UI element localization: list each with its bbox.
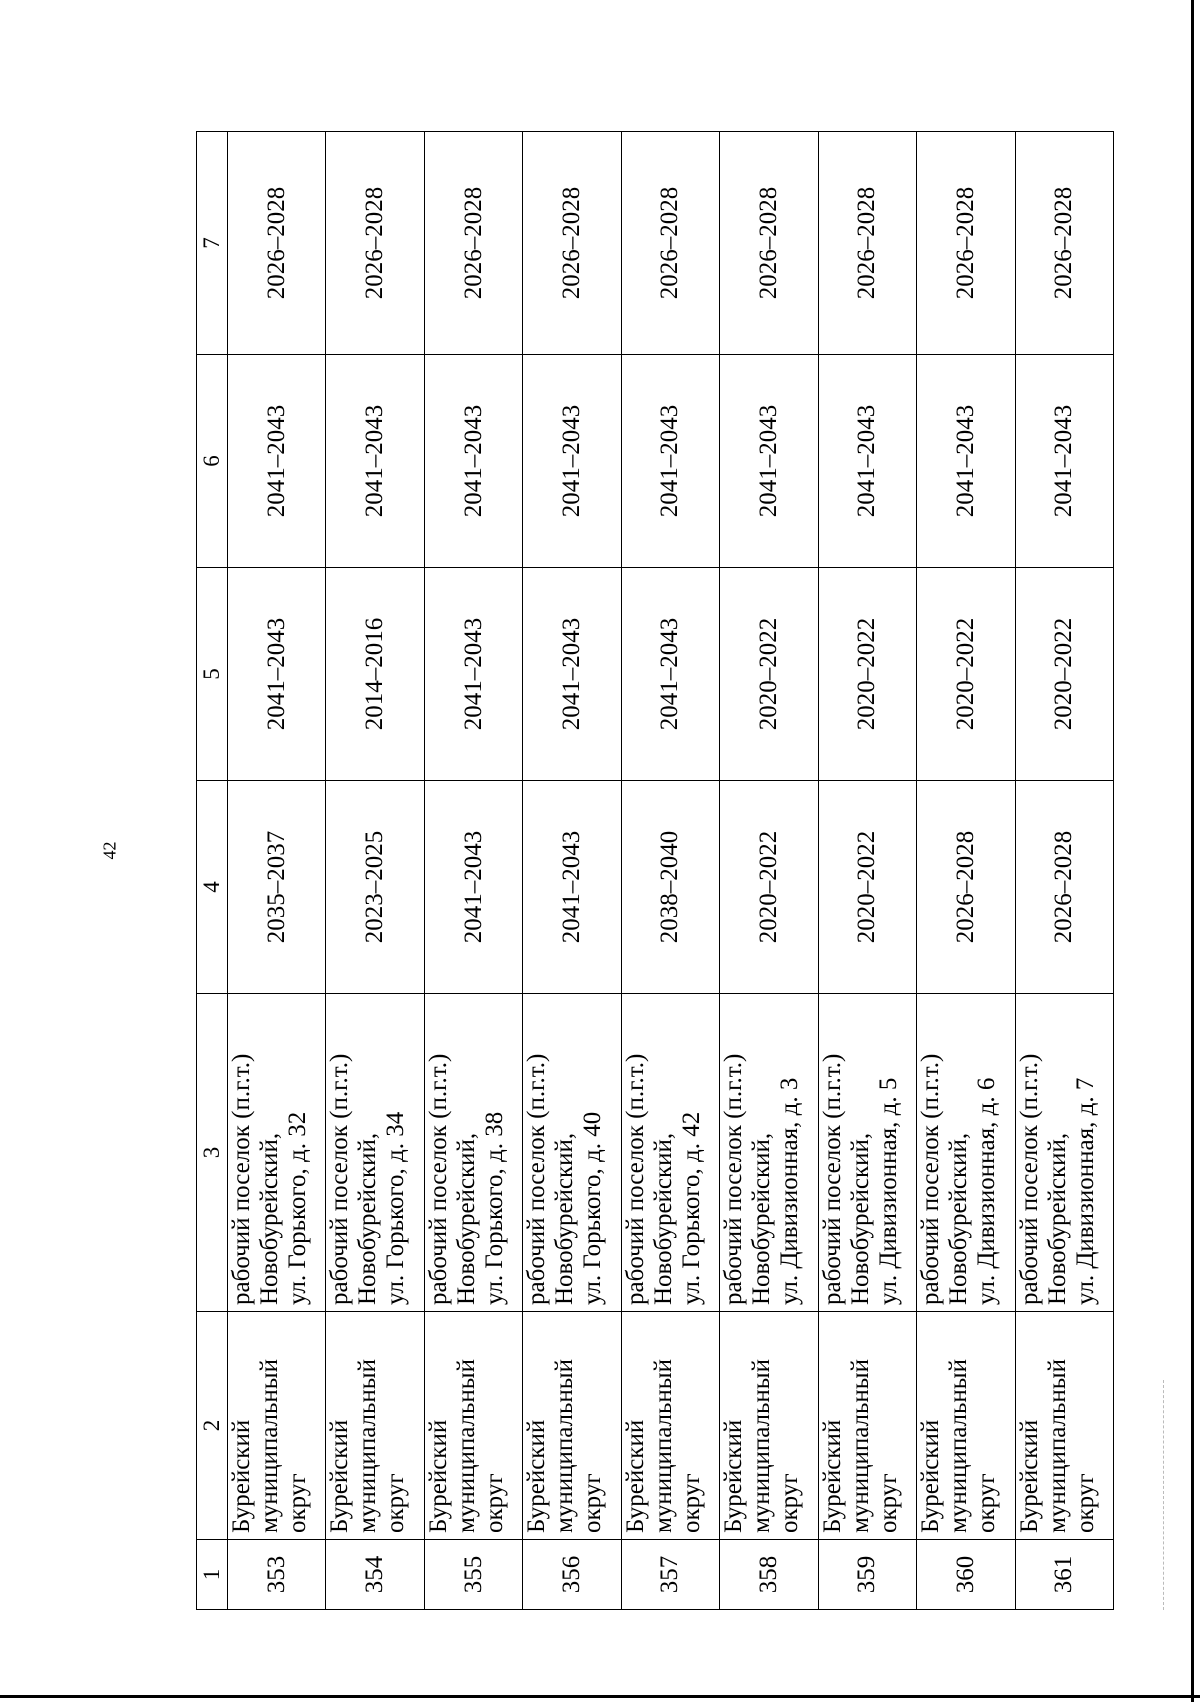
cell-address-line: ул. Горького, д. 40: [579, 1111, 607, 1305]
cell-period-7: 2026–2028: [424, 132, 522, 355]
table-row: [917, 132, 1015, 1610]
cell-address-line: рабочий поселок (п.г.т.): [326, 1053, 354, 1305]
cell-address: [326, 994, 424, 1312]
cell-period-5: 2020–2022: [818, 568, 916, 781]
cell-address-line: ул. Горького, д. 34: [382, 1111, 410, 1305]
cell-municipality-line: Бурейский: [621, 1419, 649, 1533]
column-header: 4: [197, 781, 228, 994]
cell-municipality-line: Бурейский: [424, 1419, 452, 1533]
cell-municipality: [917, 1312, 1015, 1540]
cell-municipality-line: Бурейский: [818, 1419, 846, 1533]
cell-period-5: 2014–2016: [326, 568, 424, 781]
cell-period-4: 2041–2043: [523, 781, 621, 994]
cell-address-line: Новобурейский,: [846, 1132, 874, 1305]
cell-address-line: Новобурейский,: [945, 1132, 973, 1305]
cell-address-line: ул. Дивизионная, д. 7: [1071, 1077, 1099, 1305]
cell-address-line: Новобурейский,: [748, 1132, 776, 1305]
cell-number: 355: [424, 1540, 522, 1610]
cell-municipality: [1015, 1312, 1114, 1540]
cell-period-4: 2038–2040: [621, 781, 719, 994]
cell-period-6: 2041–2043: [917, 355, 1015, 568]
cell-period-6: 2041–2043: [818, 355, 916, 568]
cell-municipality-line: муниципальный: [748, 1359, 776, 1533]
cell-municipality: [228, 1312, 326, 1540]
table-row: [621, 132, 719, 1610]
cell-address: [917, 994, 1015, 1312]
cell-period-7: 2026–2028: [917, 132, 1015, 355]
cell-number: 361: [1015, 1540, 1114, 1610]
page-number: 42: [99, 841, 120, 860]
cell-municipality-line: Бурейский: [228, 1419, 255, 1533]
cell-municipality-line: Бурейский: [1015, 1419, 1043, 1533]
cell-period-5: 2041–2043: [228, 568, 326, 781]
cell-municipality-line: муниципальный: [551, 1359, 579, 1533]
cell-address: [424, 994, 522, 1312]
cell-address-line: Новобурейский,: [452, 1132, 480, 1305]
table-row: [424, 132, 522, 1610]
cell-period-7: 2026–2028: [326, 132, 424, 355]
cell-period-5: 2041–2043: [621, 568, 719, 781]
cell-municipality: [621, 1312, 719, 1540]
cell-address-line: рабочий поселок (п.г.т.): [523, 1053, 551, 1305]
column-header: 2: [197, 1312, 228, 1540]
cell-municipality: [326, 1312, 424, 1540]
cell-address: [818, 994, 916, 1312]
cell-address-line: Новобурейский,: [649, 1132, 677, 1305]
cell-period-4: 2041–2043: [424, 781, 522, 994]
cell-municipality-line: муниципальный: [1043, 1359, 1071, 1533]
cell-address-line: ул. Горького, д. 42: [677, 1111, 705, 1305]
cell-address-line: Новобурейский,: [354, 1132, 382, 1305]
cell-address-line: рабочий поселок (п.г.т.): [621, 1053, 649, 1305]
cell-number: 358: [720, 1540, 818, 1610]
cell-period-7: 2026–2028: [523, 132, 621, 355]
cell-period-5: 2041–2043: [523, 568, 621, 781]
cell-municipality: [424, 1312, 522, 1540]
header-row: [197, 132, 228, 1610]
column-header: 7: [197, 132, 228, 355]
cell-municipality-line: Бурейский: [326, 1419, 354, 1533]
cell-period-6: 2041–2043: [228, 355, 326, 568]
table-row: [1015, 132, 1114, 1610]
cell-municipality-line: округ: [579, 1473, 607, 1533]
cell-number: 354: [326, 1540, 424, 1610]
cell-period-7: 2026–2028: [1015, 132, 1114, 355]
cell-address: [1015, 994, 1114, 1312]
cell-address-line: рабочий поселок (п.г.т.): [424, 1053, 452, 1305]
cell-address-line: рабочий поселок (п.г.т.): [228, 1053, 255, 1305]
cell-period-5: 2020–2022: [917, 568, 1015, 781]
cell-address: [720, 994, 818, 1312]
cell-period-4: 2020–2022: [818, 781, 916, 994]
cell-address: [621, 994, 719, 1312]
cell-municipality-line: Бурейский: [720, 1419, 748, 1533]
cell-period-7: 2026–2028: [818, 132, 916, 355]
cell-period-5: 2020–2022: [720, 568, 818, 781]
scan-border-bottom: [0, 1695, 1200, 1698]
table-body: [228, 132, 1114, 1610]
cell-municipality-line: округ: [973, 1473, 1001, 1533]
table-row: [720, 132, 818, 1610]
scan-border-right: [1191, 0, 1194, 1702]
cell-number: 353: [228, 1540, 326, 1610]
cell-municipality: [523, 1312, 621, 1540]
cell-period-5: 2020–2022: [1015, 568, 1114, 781]
margin-marks: [1163, 1380, 1170, 1610]
cell-period-7: 2026–2028: [228, 132, 326, 355]
cell-municipality-line: округ: [1071, 1473, 1099, 1533]
cell-address-line: ул. Дивизионная, д. 3: [776, 1077, 804, 1305]
cell-address-line: рабочий поселок (п.г.т.): [1015, 1053, 1043, 1305]
cell-municipality-line: округ: [382, 1473, 410, 1533]
column-header: 1: [197, 1540, 228, 1610]
cell-period-6: 2041–2043: [621, 355, 719, 568]
cell-municipality-line: Бурейский: [523, 1419, 551, 1533]
cell-municipality-line: округ: [677, 1473, 705, 1533]
cell-address-line: ул. Дивизионная, д. 5: [874, 1077, 902, 1305]
cell-period-6: 2041–2043: [1015, 355, 1114, 568]
cell-municipality-line: муниципальный: [452, 1359, 480, 1533]
data-table: [196, 131, 1114, 1610]
cell-period-6: 2041–2043: [720, 355, 818, 568]
cell-address-line: ул. Горького, д. 38: [480, 1111, 508, 1305]
cell-address-line: Новобурейский,: [256, 1132, 283, 1305]
column-header: 5: [197, 568, 228, 781]
cell-number: 360: [917, 1540, 1015, 1610]
cell-number: 359: [818, 1540, 916, 1610]
page-number-wrap: [95, 840, 125, 870]
cell-number: 357: [621, 1540, 719, 1610]
table-frame: [196, 132, 1114, 1610]
cell-period-6: 2041–2043: [424, 355, 522, 568]
cell-period-7: 2026–2028: [621, 132, 719, 355]
cell-municipality-line: округ: [874, 1473, 902, 1533]
cell-address-line: рабочий поселок (п.г.т.): [818, 1053, 846, 1305]
cell-municipality: [720, 1312, 818, 1540]
table-row: [818, 132, 916, 1610]
cell-number: 356: [523, 1540, 621, 1610]
column-header: 6: [197, 355, 228, 568]
cell-municipality-line: муниципальный: [256, 1359, 283, 1533]
cell-period-5: 2041–2043: [424, 568, 522, 781]
cell-municipality: [818, 1312, 916, 1540]
cell-address-line: Новобурейский,: [551, 1132, 579, 1305]
cell-address-line: ул. Горького, д. 32: [284, 1111, 311, 1305]
cell-municipality-line: округ: [284, 1473, 311, 1533]
cell-address-line: рабочий поселок (п.г.т.): [720, 1053, 748, 1305]
cell-municipality-line: муниципальный: [649, 1359, 677, 1533]
cell-period-7: 2026–2028: [720, 132, 818, 355]
cell-period-4: 2023–2025: [326, 781, 424, 994]
cell-address-line: ул. Дивизионная, д. 6: [973, 1077, 1001, 1305]
cell-municipality-line: муниципальный: [354, 1359, 382, 1533]
cell-period-6: 2041–2043: [326, 355, 424, 568]
cell-period-6: 2041–2043: [523, 355, 621, 568]
table-row: [523, 132, 621, 1610]
cell-municipality-line: округ: [776, 1473, 804, 1533]
cell-municipality-line: муниципальный: [945, 1359, 973, 1533]
cell-period-4: 2035–2037: [228, 781, 326, 994]
cell-address: [523, 994, 621, 1312]
table-row: [228, 132, 326, 1610]
cell-address: [228, 994, 326, 1312]
table-row: [326, 132, 424, 1610]
cell-address-line: Новобурейский,: [1043, 1132, 1071, 1305]
cell-municipality-line: муниципальный: [846, 1359, 874, 1533]
cell-period-4: 2026–2028: [1015, 781, 1114, 994]
cell-period-4: 2020–2022: [720, 781, 818, 994]
cell-period-4: 2026–2028: [917, 781, 1015, 994]
cell-address-line: рабочий поселок (п.г.т.): [917, 1053, 945, 1305]
column-header: 3: [197, 994, 228, 1312]
cell-municipality-line: округ: [480, 1473, 508, 1533]
cell-municipality-line: Бурейский: [917, 1419, 945, 1533]
